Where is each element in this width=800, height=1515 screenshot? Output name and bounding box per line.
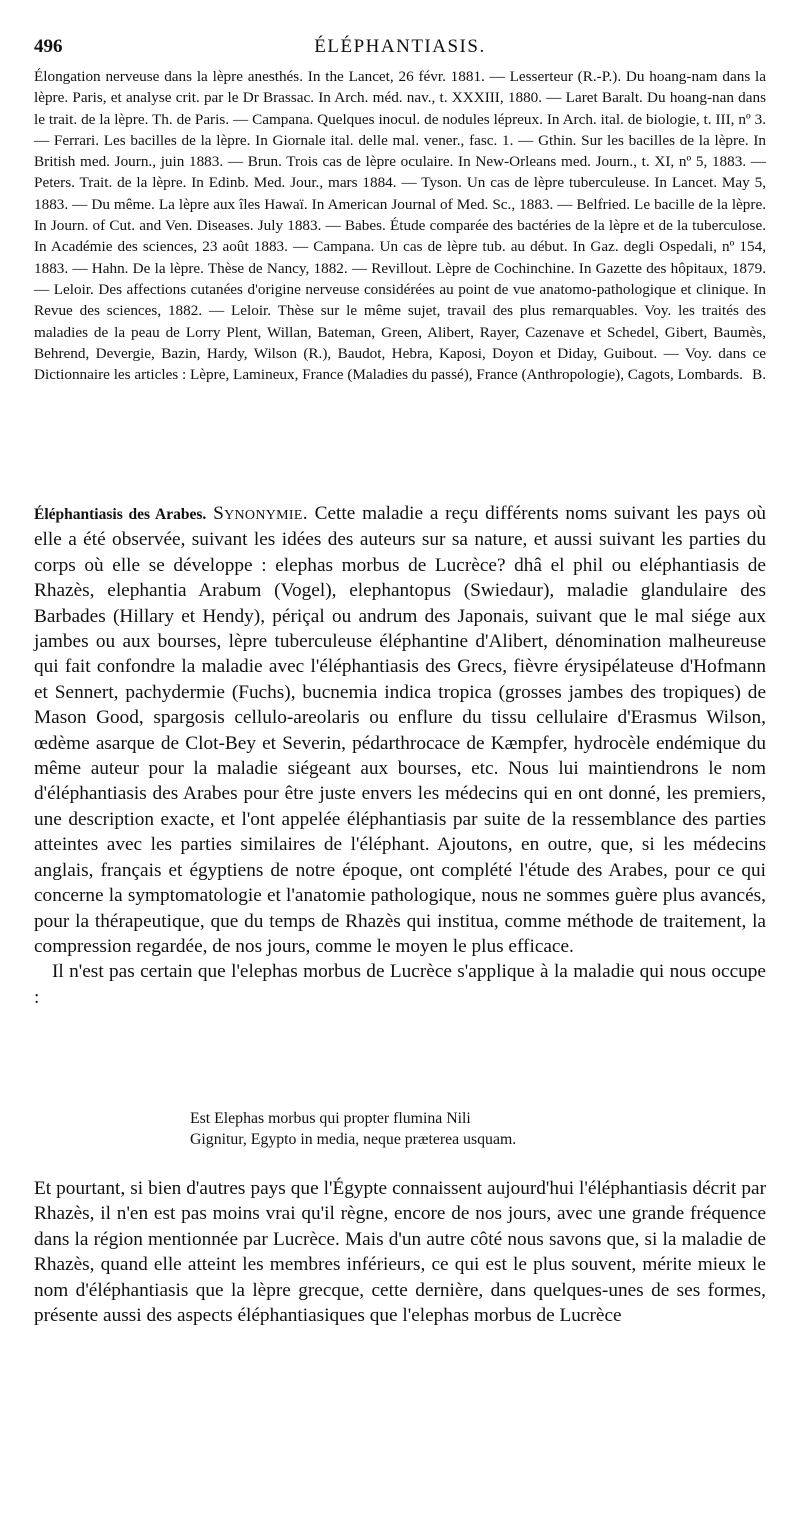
latin-quote bbox=[190, 1108, 750, 1150]
paragraph-1-text: Cette maladie a reçu différents noms suivant les pays où elle a été observée, suivant les idées des auteurs sur sa nature, et aussi suivant les parties du corps où elle se développe : elephas morbus de Lucrèce? dhâ el phil ou eléphantiasis de Rhazès, elephantia Arabum (Vogel), elephantopus (Swiedaur), maladie glandulaire des Barbades (Hillary et Hendy), périçal ou andrum des Japonais, suivant que le mal siége aux jambes ou aux bourses, lèpre tuberculeuse éléphantine d'Alibert, dénomination malheureuse qui fait confondre la maladie avec l'éléphantiasis des Grecs, fièvre érysipélateuse d'Hofmann et Sennert, pachydermie (Fuchs), bucnemia indica tropica (grosses jambes des tropiques) de Mason Good, spargosis cellulo-areolaris ou enflure du tissu cellulaire d'Erasmus Wilson, œdème asarque de Clot-Bey et Severin, pédarthrocace de Kæmpfer, hydrocèle endémique du même auteur pour la maladie siégeant aux bourses, etc. Nous lui maintiendrons le nom d'éléphantiasis des Arabes pour être juste envers les médecins qui en ont donné, les premiers, une description exacte, et l'ont appelée éléphantiasis par suite de la ressemblance des parties atteintes avec les parties similaires de l'éléphant. Ajoutons, en outre, que, si les médecins anglais, français et égyptiens de notre époque, ont complété l'étude des Arabes, pour ce qui concerne la symptomatologie et l'anatomie pathologique, nous ne sommes guère plus avancés, pour la thérapeutique, que du temps de Rhazès qui institua, comme méthode de traitement, la compression regardée, de nos jours, comme le moyen le plus efficace. bbox=[34, 503, 767, 957]
synonymy-label: Synonymie. bbox=[213, 503, 308, 524]
paragraph-3: Et pourtant, si bien d'autres pays que l'Égypte connaissent aujourd'hui l'éléphantiasis décrit par Rhazès, il n'en est pas moins vrai qu'il règne, encore de nos jours, avec une grande fréquence dans la région mentionnée par Lucrèce. Mais d'un autre côté nous savons que, si la maladie de Rhazès, quand elle atteint les membres inférieurs, ce qui est le plus souvent, mérite mieux le nom d'éléphantiasis que la lèpre grecque, cette dernière, dans quelques-unes de ses formes, présente aussi des aspects éléphantiasiques que l'elephas morbus de Lucrèce bbox=[34, 1178, 766, 1327]
section-heading: Éléphantiasis des Arabes. bbox=[34, 506, 207, 523]
paragraph-1 bbox=[34, 501, 766, 959]
page-header bbox=[34, 36, 766, 62]
quote-line: Est Elephas morbus qui propter flumina Nili bbox=[190, 1110, 471, 1127]
bibliography-block bbox=[34, 66, 766, 385]
bibliography-text: Élongation nerveuse dans la lèpre anesthés. In the Lancet, 26 févr. 1881. — Lessertеur (R.-P.). Du hoang-nam dans la lèpre. Paris, et analyse crit. par le Dr Brassac. In Arch. méd. nav., t. XXXIII, 1880. — Laret Baralt. Du hoang-nan dans le trait. de la lèpre. Th. de Paris. — Campana. Quelques inocul. de nodules lépreux. In Arch. ital. de biologie, t. III, nº 3. — Ferrari. Les bacilles de la lèpre. In Giornale ital. delle mal. vener., fasc. 1. — Gthin. Sur les bacilles de la lèpre. In British med. Journ., juin 1883. — Brun. Trois cas de lèpre oculaire. In New-Orleans med. Journ., t. XI, nº 5, 1883. — Peters. Trait. de la lèpre. In Edinb. Med. Jour., mars 1884. — Tyson. Un cas de lèpre tuberculeuse. In Lancet. May 5, 1883. — Du même. La lèpre aux îles Hawaï. In American Journal of Med. Sc., 1883. — Belfried. Le bacille de la lèpre. In Journ. of Cut. and Ven. Diseases. July 1883. — Babes. Étude comparée des bactéries de la lèpre et de la tuberculose. In Académie des sciences, 23 août 1883. — Campana. Un cas de lèpre tub. au début. In Gaz. degli Ospedali, nº 154, 1883. — Hahn. De la lèpre. Thèse de Nancy, 1882. — Revillout. Lèpre de Cochinchine. In Gazette des hôpitaux, 1879. — Leloir. Des affections cutanées d'origine nerveuse considérées au point de vue anatomo-pathologique et clinique. In Revue des sciences, 1882. — Leloir. Thèse sur le même sujet, travail des plus remarquables. Voy. les traités des maladies de la peau de Lorry Plent, Willan, Bateman, Green, Alibert, Rayer, Cazenave et Schedel, Gibert, Baumès, Behrend, Devergie, Bazin, Hardy, Wilson (R.), Baudot, Hebra, Kaposi, Doyon et Diday, Guibout. — Voy. dans ce Dictionnaire les articles : Lèpre, Lamineux, France (Maladies du passé), France (Anthropologie), Cagots, Lombards. bbox=[34, 68, 766, 384]
main-text bbox=[34, 501, 766, 1010]
paragraph-2: Il n'est pas certain que l'elephas morbus de Lucrèce s'applique à la maladie qui nous occupe : bbox=[34, 961, 766, 1008]
quote-line: Gignitur, Egypto in media, neque præterea usquam. bbox=[190, 1131, 517, 1148]
page-number: 496 bbox=[34, 36, 63, 57]
running-title: ÉLÉPHANTIASIS. bbox=[314, 36, 486, 57]
main-text-continued bbox=[34, 1176, 766, 1328]
author-signature: B. bbox=[752, 366, 766, 384]
